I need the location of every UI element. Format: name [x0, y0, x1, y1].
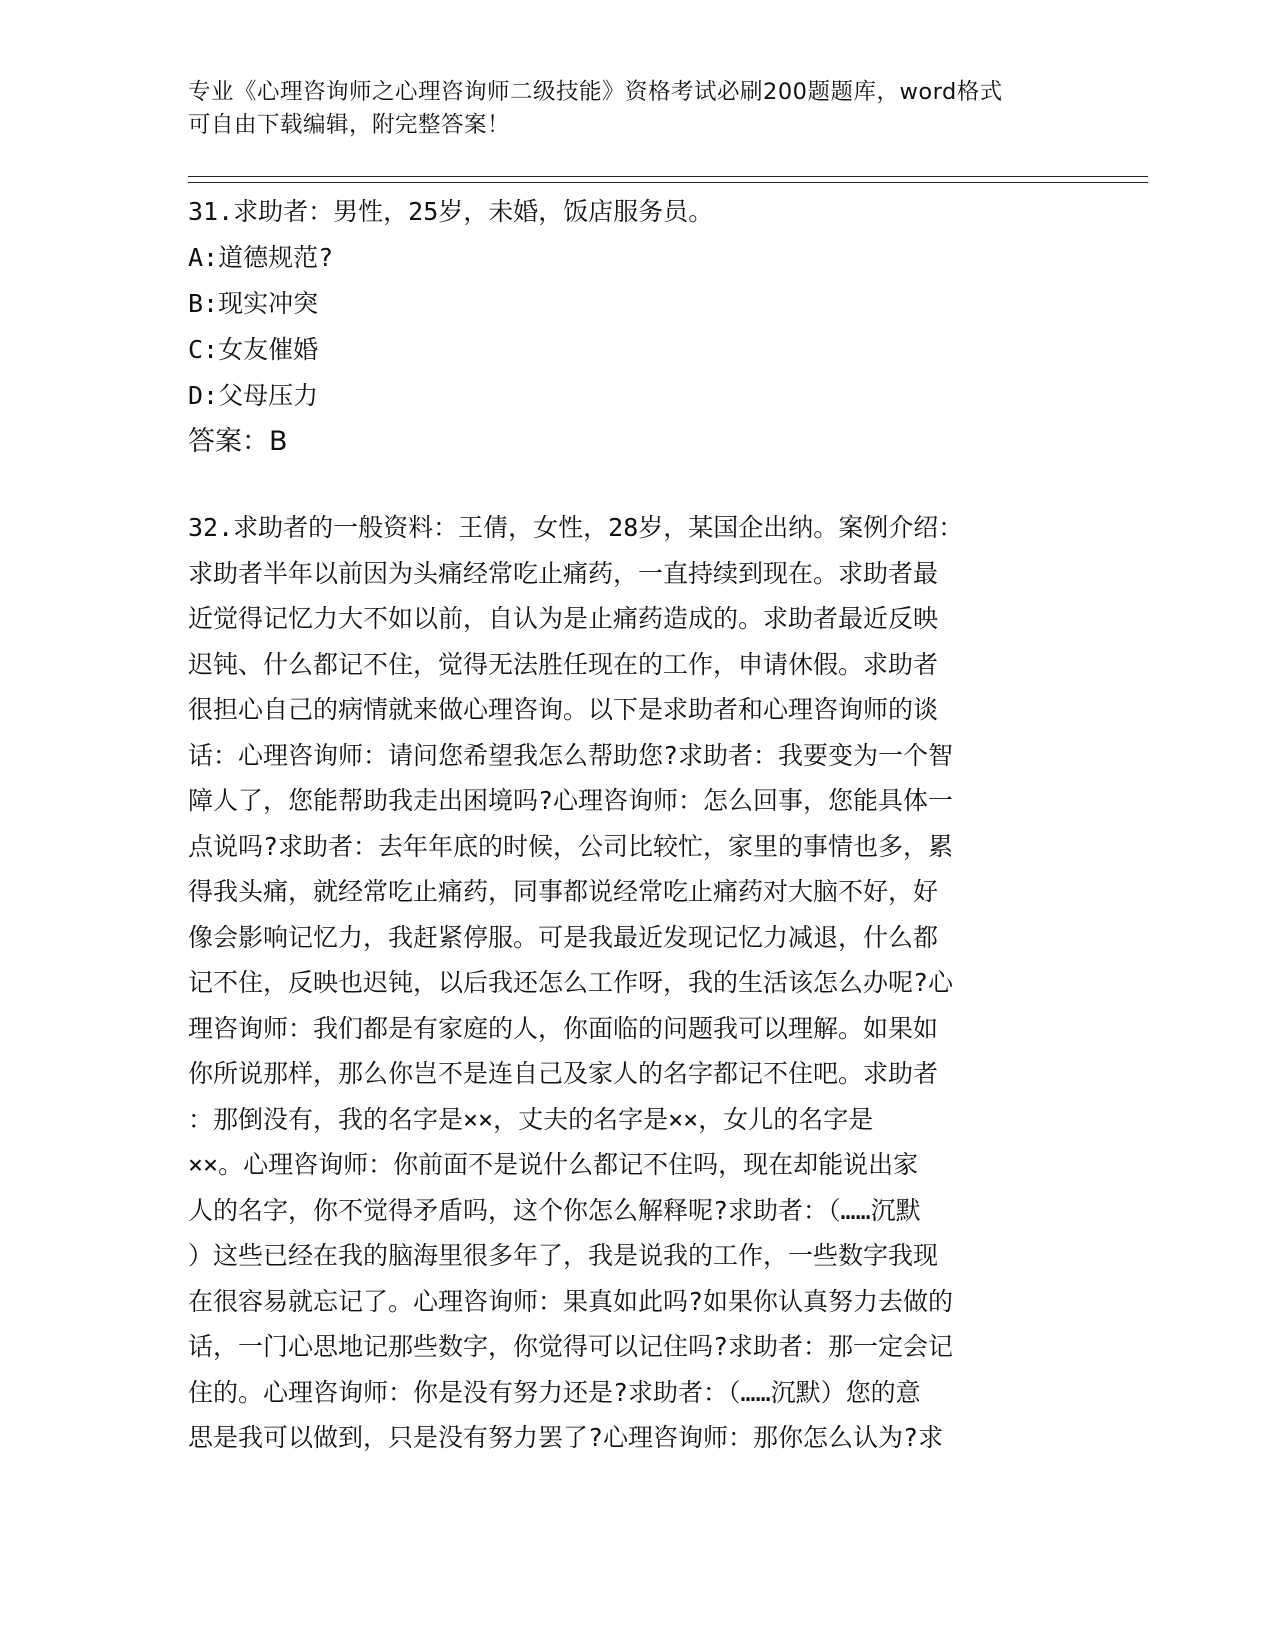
question-32-body — [188, 505, 1068, 1461]
question-32-line: 你所说那样，那么你岂不是连自己及家人的名字都记不住吧。求助者 — [188, 1059, 939, 1088]
question-32-line: 话：心理咨询师：请问您希望我怎么帮助您?求助者：我要变为一个智 — [188, 740, 954, 770]
question-31-option-d: D:父母压力 — [188, 381, 319, 410]
question-32-line: 话，一门心思地记那些数字，你觉得可以记住吗?求助者：那一定会记 — [188, 1332, 954, 1361]
question-32-line: 迟钝、什么都记不住，觉得无法胜任现在的工作，申请休假。求助者 — [188, 649, 939, 679]
question-32-line: ××。心理咨询师：你前面不是说什么都记不住吗，现在却能说出家 — [188, 1150, 919, 1179]
question-32-line: 记不住，反映也迟钝，以后我还怎么工作呀，我的生活该怎么办呢?心 — [188, 968, 954, 997]
question-32-line: 在很容易就忘记了。心理咨询师：果真如此吗?如果你认真努力去做的 — [188, 1286, 954, 1316]
question-32-line: 近觉得记忆力大不如以前，自认为是止痛药造成的。求助者最近反映 — [188, 604, 939, 633]
question-32-line: ：那倒没有，我的名字是××，丈夫的名字是××，女儿的名字是 — [188, 1104, 874, 1134]
question-31-option-c: C:女友催婚 — [188, 335, 319, 364]
question-31-option-b: B:现实冲突 — [188, 289, 319, 318]
question-32-line: 像会影响记忆力，我赶紧停服。可是我最近发现记忆力减退，什么都 — [188, 922, 939, 952]
question-32-line: 得我头痛，就经常吃止痛药，同事都说经常吃止痛药对大脑不好，好 — [188, 877, 939, 906]
question-32-line: 点说吗?求助者：去年年底的时候，公司比较忙，家里的事情也多，累 — [188, 831, 954, 861]
question-32-line: 求助者半年以前因为头痛经常吃止痛药，一直持续到现在。求助者最 — [188, 558, 939, 588]
question-32-line: ）这些已经在我的脑海里很多年了，我是说我的工作，一些数字我现 — [188, 1241, 939, 1270]
header-line-2: 可自由下载编辑，附完整答案！ — [188, 112, 511, 138]
header-divider-top — [188, 176, 1148, 177]
document-header — [188, 76, 1068, 142]
question-32-line: 住的。心理咨询师：你是没有努力还是?求助者：（……沉默）您的意 — [188, 1377, 921, 1407]
question-32-line: 人的名字，你不觉得矛盾吗，这个你怎么解释呢?求助者：（……沉默 — [188, 1195, 921, 1225]
question-32-line: 理咨询师：我们都是有家庭的人，你面临的问题我可以理解。如果如 — [188, 1013, 939, 1043]
question-32-line: 障人了，您能帮助我走出困境吗?心理咨询师：怎么回事，您能具体一 — [188, 786, 954, 815]
question-31-answer: 答案：B — [188, 426, 288, 457]
header-divider-bottom — [188, 182, 1148, 183]
question-31-option-a: A:道德规范? — [188, 243, 334, 272]
question-32-line: 32.求助者的一般资料：王倩，女性，28岁，某国企出纳。案例介绍： — [188, 513, 964, 542]
question-32-line: 很担心自己的病情就来做心理咨询。以下是求助者和心理咨询师的谈 — [188, 695, 939, 724]
question-32-line: 思是我可以做到，只是没有努力罢了?心理咨询师：那你怎么认为?求 — [188, 1423, 944, 1452]
header-line-1: 专业《心理咨询师之心理咨询师二级技能》资格考试必刷200题题库，word格式 — [188, 79, 1003, 105]
question-31-stem: 31.求助者：男性，25岁，未婚，饭店服务员。 — [188, 197, 714, 226]
